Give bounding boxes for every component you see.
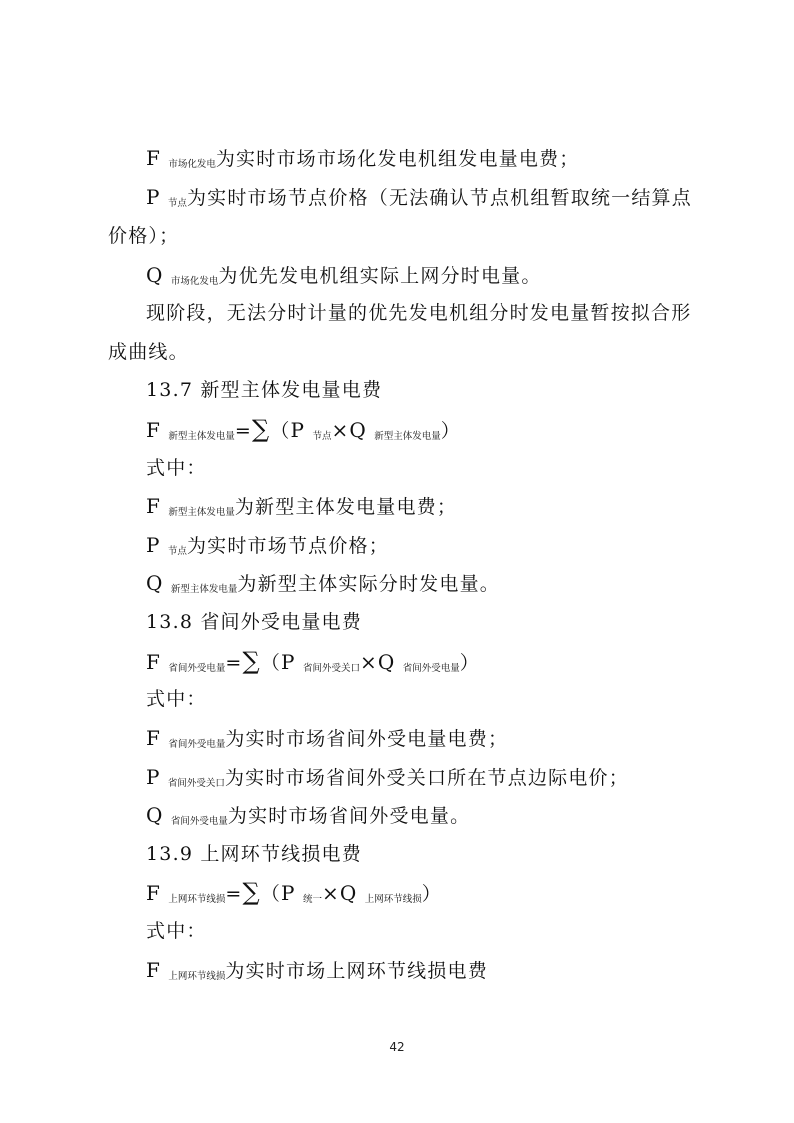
subscript: 节点 (312, 431, 332, 442)
def-f-interprovincial (146, 725, 508, 758)
paragraph-continuation: 价格）； (108, 225, 180, 247)
subscript: 统一 (302, 894, 322, 905)
def-f-market-gen (146, 145, 579, 178)
definition-text: 为实时市场上网环节线损电费 (225, 960, 488, 982)
where-label: 式中： (146, 688, 207, 710)
multiply-symbol: ×Q (321, 881, 358, 905)
paren-open: （ (260, 652, 282, 674)
sigma-symbol: ∑ (251, 415, 271, 443)
formula-grid-loss (146, 879, 442, 913)
paren-close: ） (459, 652, 480, 674)
symbol: Q (146, 571, 164, 595)
def-p-node-2 (146, 532, 389, 565)
equals-sign: = (225, 652, 243, 674)
section-heading-13-8: 13.8 省间外受电量电费 (146, 611, 362, 633)
symbol: P (146, 533, 161, 557)
symbol: F (146, 726, 162, 750)
equals-sign: = (234, 420, 252, 442)
definition-text: 为实时市场省间外受关口所在节点边际电价； (224, 767, 629, 789)
definition-text: 为实时市场市场化发电机组发电量电费； (215, 148, 580, 170)
sigma-symbol: ∑ (242, 647, 261, 675)
symbol: P (281, 650, 296, 674)
paren-open: （ (260, 883, 282, 905)
def-q-interprovincial (146, 802, 470, 835)
def-p-interprovincial-gate (146, 764, 629, 797)
symbol: Q (146, 803, 164, 827)
paragraph-text: 现阶段，无法分时计量的优先发电机组分时发电量暂按拟合形 (146, 302, 692, 324)
def-q-new-entity (146, 570, 500, 603)
subscript: 新型主体发电量 (170, 584, 238, 595)
subscript: 市场化发电 (170, 276, 219, 287)
def-q-market-gen (146, 262, 542, 295)
formula-new-entity (146, 416, 461, 450)
subscript: 市场化发电 (168, 159, 216, 170)
definition-text: 为新型主体实际分时发电量。 (237, 573, 500, 595)
subscript: 省间外受关口 (302, 663, 360, 674)
symbol: P (290, 418, 306, 442)
subscript: 新型主体发电量 (168, 507, 235, 518)
subscript: 省间外受电量 (402, 663, 460, 674)
subscript: 节点 (167, 546, 187, 557)
equals-sign: = (225, 883, 243, 905)
subscript: 省间外受关口 (167, 778, 225, 789)
paren-close: ） (421, 883, 442, 905)
subscript: 上网环节线损 (364, 894, 422, 905)
subscript: 新型主体发电量 (168, 431, 235, 442)
symbol: P (281, 881, 296, 905)
symbol: F (146, 146, 162, 170)
page-number: 42 (389, 1040, 405, 1054)
paren-open: （ (270, 420, 291, 442)
subscript: 新型主体发电量 (374, 431, 441, 442)
symbol: F (146, 418, 162, 442)
definition-text: 为实时市场节点价格； (186, 535, 389, 557)
subscript: 省间外受电量 (168, 663, 226, 674)
section-heading-13-7: 13.7 新型主体发电量电费 (146, 379, 383, 401)
def-f-new-entity (146, 493, 457, 526)
paragraph-continuation: 成曲线。 (108, 341, 189, 363)
subscript: 省间外受电量 (168, 739, 226, 750)
def-p-node (146, 184, 692, 217)
multiply-symbol: ×Q (331, 418, 368, 442)
formula-interprovincial (146, 648, 480, 682)
definition-text: 为实时市场节点价格（无法确认节点机组暂取统一结算点 (186, 187, 692, 209)
definition-text: 为实时市场省间外受电量。 (227, 805, 471, 827)
subscript: 上网环节线损 (168, 971, 226, 982)
where-label: 式中： (146, 457, 207, 479)
multiply-symbol: ×Q (359, 650, 396, 674)
sigma-symbol: ∑ (242, 878, 261, 906)
symbol: P (146, 185, 161, 209)
section-heading-13-9: 13.9 上网环节线损电费 (146, 843, 362, 865)
symbol: F (146, 958, 162, 982)
subscript: 上网环节线损 (168, 894, 226, 905)
def-f-grid-loss (146, 957, 488, 990)
definition-text: 为实时市场省间外受电量电费； (225, 728, 509, 750)
definition-text: 为优先发电机组实际上网分时电量。 (218, 265, 542, 287)
subscript: 节点 (167, 198, 187, 209)
symbol: P (146, 765, 161, 789)
definition-text: 为新型主体发电量电费； (234, 496, 458, 518)
paren-close: ） (440, 420, 461, 442)
where-label: 式中： (146, 920, 207, 942)
symbol: F (146, 881, 162, 905)
symbol: F (146, 494, 162, 518)
subscript: 省间外受电量 (170, 816, 228, 827)
symbol: Q (146, 263, 164, 287)
symbol: F (146, 650, 162, 674)
